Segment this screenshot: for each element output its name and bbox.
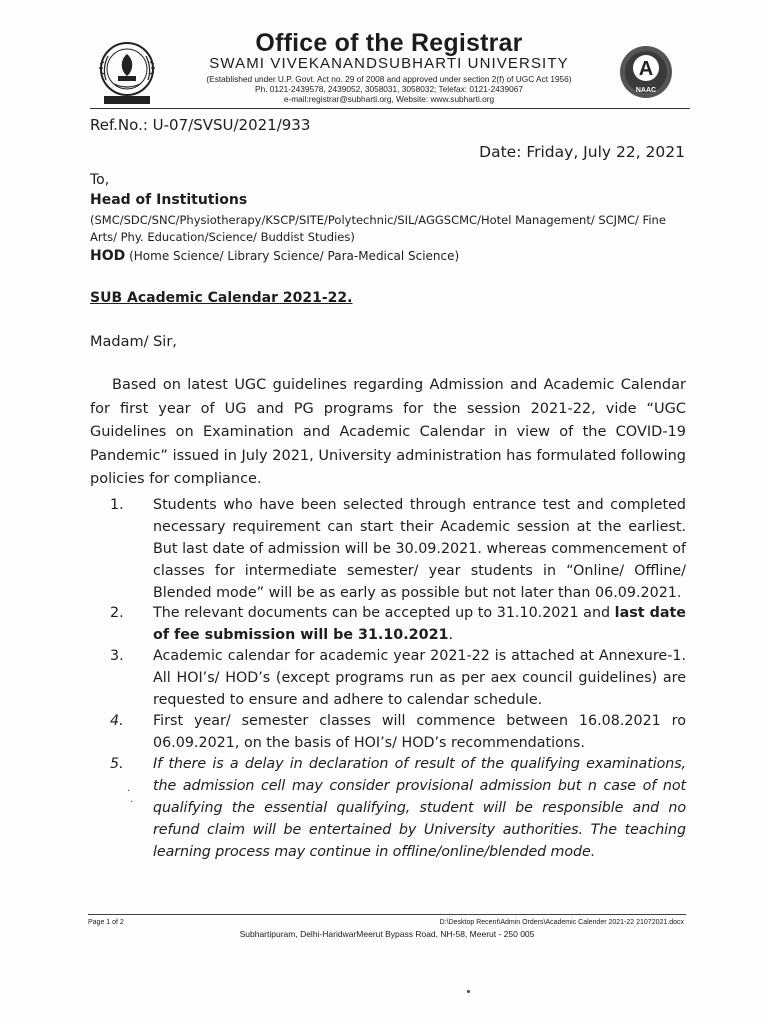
naac-a-grade-badge-icon xyxy=(618,42,674,104)
fee-text-prefix: The relevant documents can be accepted up to 31.10.2021 and xyxy=(153,605,615,621)
reference-number: Ref.No.: U-07/SVSU/2021/933 xyxy=(90,116,311,134)
hod-line xyxy=(90,248,459,264)
scan-marks: · · xyxy=(127,786,134,808)
footer-divider xyxy=(88,914,686,915)
list-item-text xyxy=(153,602,686,646)
office-title: Office of the Registrar xyxy=(255,29,523,57)
hod-departments: (Home Science/ Library Science/ Para-Medical Science) xyxy=(129,249,460,263)
to-label: To, xyxy=(90,172,110,188)
list-item-number: 1. xyxy=(110,497,124,513)
establishment-note: (Established under U.P. Govt. Act no. 29 of 2008 and approved under section 2(f) of UGC Act 1956) xyxy=(206,74,572,84)
hod-label: HOD xyxy=(90,248,126,264)
university-name: SWAMI VIVEKANANDSUBHARTI UNIVERSITY xyxy=(209,55,569,72)
list-item-number: 4. xyxy=(110,713,124,729)
page-number: Page 1 of 2 xyxy=(88,919,124,926)
intro-paragraph: Based on latest UGC guidelines regarding Admission and Academic Calendar for first year of UG and PG programs for the session 2021-22, vide “UGC Guidelines on Examination and Academic Calendar in view of the COVID-19 Pandemic” issued in July 2021, University administration has formulated following policies for compliance. xyxy=(90,377,686,487)
letterhead-divider xyxy=(90,108,690,109)
letter-date: Date: Friday, July 22, 2021 xyxy=(479,143,685,161)
phone-numbers: Ph. 0121-2439578, 2439052, 3058031, 3058032; Telefax: 0121-2439067 xyxy=(255,84,523,94)
list-item-text: First year/ semester classes will commence between 16.08.2021 ro 06.09.2021, on the basis of HOI’s/ HOD’s recommendations. xyxy=(153,713,686,751)
footer-address: Subhartipuram, Delhi-HaridwarMeerut Bypass Road, NH-58, Meerut - 250 005 xyxy=(239,929,535,939)
document-path: D:\Desktop Recent\Admin Orders\Academic Calender 2021-22 21072021.docx xyxy=(439,919,684,926)
email-website: e-mail:registrar@subharti.org, Website: www.subharti.org xyxy=(283,94,495,104)
list-item-text: If there is a delay in declaration of result of the qualifying examinations, the admission cell may consider provisional admission but n case of not qualifying the essential qualifying, student will be responsible and no refund claim will be entertained by University authorities. The teaching learning process may continue in offline/online/blended mode. xyxy=(153,756,686,860)
fee-deadline-emphasis: last date of fee submission will be 31.10.2021 xyxy=(153,605,686,643)
addressee-heading: Head of Institutions xyxy=(90,192,248,208)
list-item-number: 3. xyxy=(110,648,124,664)
list-item-text: Academic calendar for academic year 2021-22 is attached at Annexure-1. All HOI’s/ HOD’s (except programs run as per aex council guidelines) are requested to ensure and adhere to calendar schedule. xyxy=(153,648,686,708)
list-item-text: Students who have been selected through entrance test and completed necessary requirement can start their Academic session at the earliest. But last date of admission will be 30.09.2021. whereas commencement of classes for intermediate semester/ year students in “Online/ Offline/ Blended mode” will be as early as possible but not later than 06.09.2021. xyxy=(153,497,686,601)
list-item-number: 5. xyxy=(110,756,124,772)
salutation: Madam/ Sir, xyxy=(90,334,177,350)
institutions-list: (SMC/SDC/SNC/Physiotherapy/KSCP/SITE/Polytechnic/SIL/AGGSCMC/Hotel Management/ SCJMC/ Fine Arts/ Phy. Education/Science/ Buddist Studies) xyxy=(90,213,666,244)
naac-grade-letter: A xyxy=(638,58,654,80)
subject-line: SUB Academic Calendar 2021-22. xyxy=(90,290,353,306)
fee-text-suffix: . xyxy=(448,627,454,643)
list-item-number: 2. xyxy=(110,605,124,621)
naac-label: NAAC xyxy=(635,87,657,94)
university-seal-icon xyxy=(96,40,158,106)
scan-speck xyxy=(467,990,470,993)
